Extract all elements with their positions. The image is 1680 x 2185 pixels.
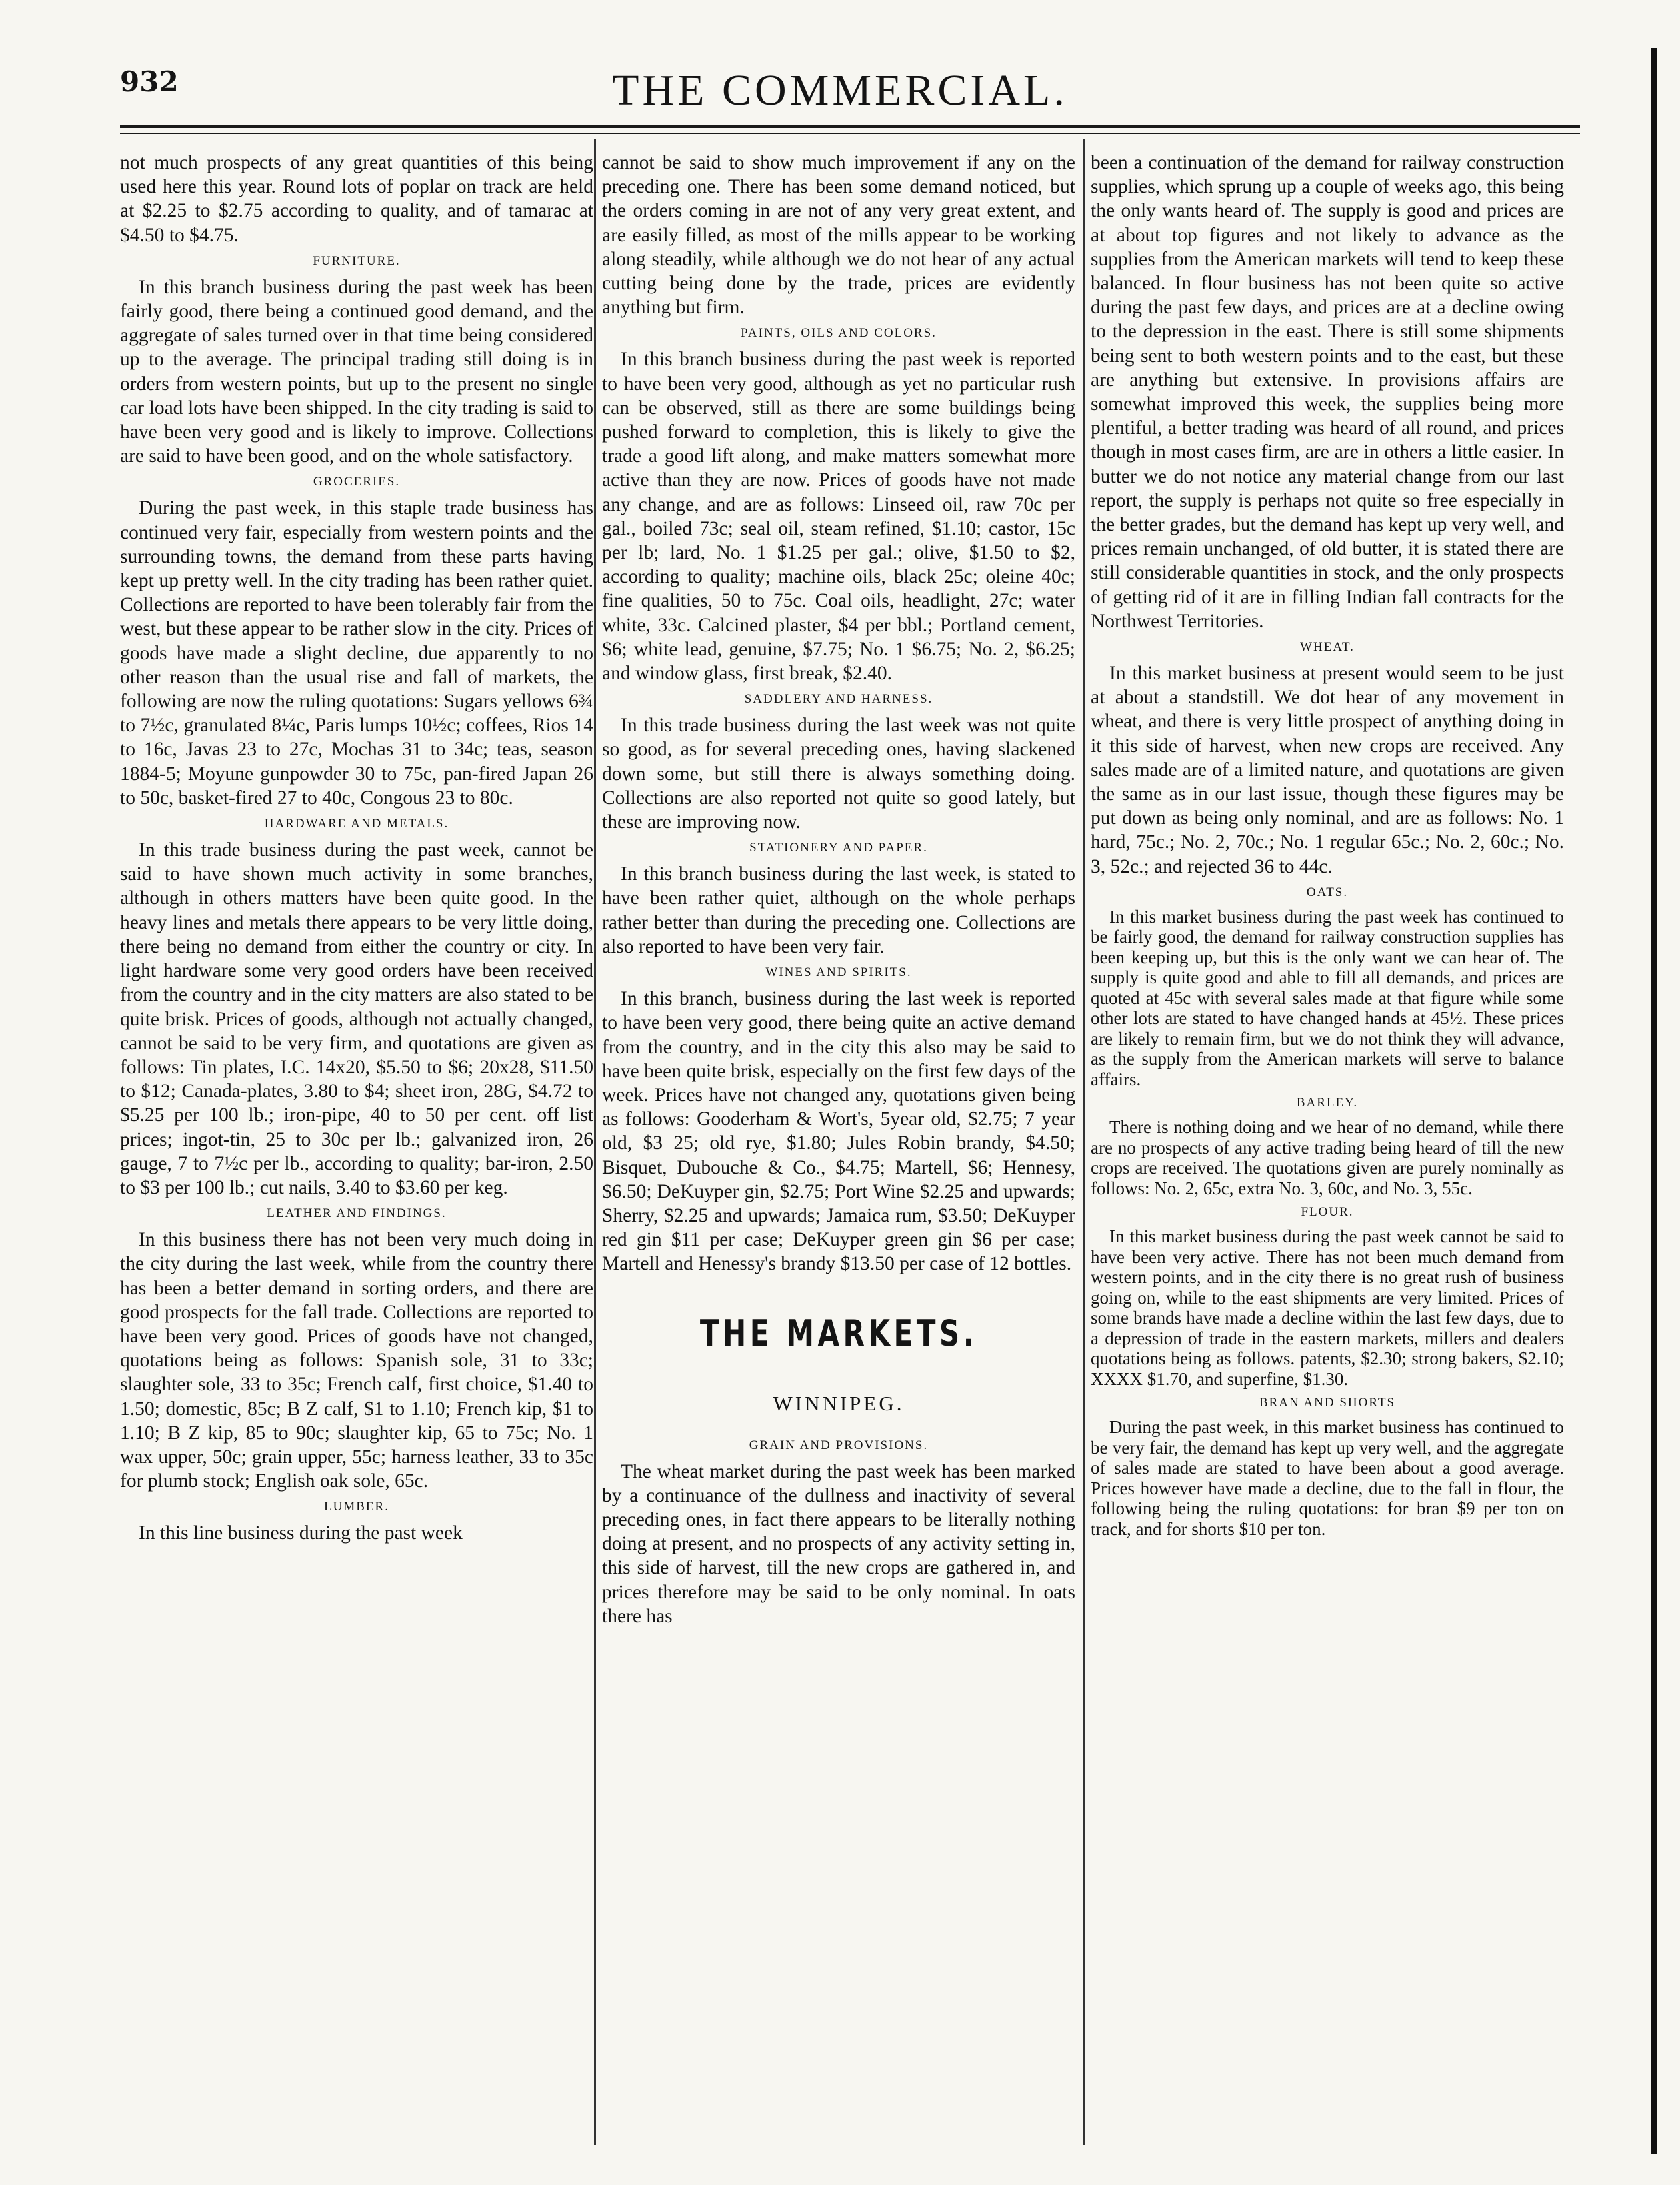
section-heading: BARLEY.	[1296, 1096, 1359, 1110]
article-paragraph: During the past week, in this staple trade business has continued very fair, especially from western points and the surrounding towns, the demand from these parts having kept up pretty well. In the city trading has been rather quiet. Collections are reported to have been tolerably fair from the west, but these appear to be rather slow in the city. Prices of goods have made a slight decline, due apparently to no other reason than the usual rise and fall of markets, the following are now the ruling quotations: Sugars yellows 6¾ to 7½c, granulated 8¼c, Paris lumps 10½c; coffees, Rios 14 to 16c, Javas 23 to 27c, Mochas 31 to 34c; teas, season 1884-5; Moyune gunpowder 30 to 75c, pan-fired Japan 26 to 50c, basket-fired 27 to 40c, Congous 23 to 80c.	[120, 497, 593, 809]
article-paragraph: In this branch, business during the last week is reported to have been very good, there being quite an active demand from the country, and in the city this also may be said to have been quite brisk, especially on the first few days of the week. Prices have not changed any, quotations given being as follows: Gooderham & Wort's, 5year old, $2.75; 7 year old, $3 25; old rye, $1.80; Jules Robin brandy, $4.50; Bisquet, Dubouche & Co., $4.75; Martell, $6; Hennesy, $6.50; DeKuyper gin, $2.75; Port Wine $2.25 and upwards; Sherry, $2.25 and upwards; Jamaica rum, $3.50; DeKuyper red gin $11 per case; DeKuyper green gin $6 per case; Martell and Henessy's brandy $13.50 per case of 12 bottles.	[602, 988, 1075, 1275]
article-paragraph: During the past week, in this market business has continued to be very fair, the demand has kept up very well, and the aggregate of sales made are stated to have been about a good average. Prices however have made a decline, due to the fall in flour, the following being the ruling quotations: for bran $9 per ton on track, and for shorts $10 per ton.	[1091, 1417, 1564, 1539]
section-heading: PAINTS, OILS AND COLORS.	[741, 326, 937, 341]
section-heading: GRAIN AND PROVISIONS.	[749, 1438, 929, 1452]
article-paragraph: In this market business at present would seem to be just at about a standstill. We dot hear of any movement in wheat, and there is very little prospect of anything doing in it this side of harvest, when new crops are received. Any sales made are of a limited nature, and quotations are given the same as in our last issue, though these figures may be put down as being only nominal, and are as follows: No. 1 hard, 75c.; No. 2, 70c.; No. 1 regular 65c.; No. 2, 60c.; No. 3, 52c.; and rejected 36 to 44c.	[1091, 663, 1564, 877]
article-paragraph: In this market business during the past week has continued to be fairly good, the demand for railway construction supplies has been keeping up, but this is the only want we can hear of. The supply is quite good and able to fill all demands, and prices are quoted at 45c with several sales made at that figure while some other lots are stated to have changed hands at 45½. These prices are likely to remain firm, but we do not think they will advance, as the supply from the American markets will serve to balance affairs.	[1091, 906, 1564, 1089]
column-rule	[594, 139, 596, 2145]
header-rule	[120, 125, 1580, 134]
markets-heading: THE MARKETS.	[699, 1312, 978, 1354]
section-heading: FLOUR.	[1301, 1205, 1354, 1220]
article-paragraph: In this branch business during the past week has been fairly good, there being a continued good demand, and the aggregate of sales turned over in that time being considered up to the average. The principal trading still doing is in orders from western points, but up to the present no single car load lots have been shipped. In the city trading is said to have been very good and is likely to improve. Collections are said to have been good, and on the whole satisfactory.	[120, 276, 593, 467]
column-3	[1091, 151, 1564, 2124]
article-paragraph: In this market business during the past week cannot be said to have been very active. There has not been much demand from western points, and in the city there is no great rush of business going on, while to the east shipments are very limited. Prices of some brands have made a decline within the last few days, due to a depression of trade in the eastern markets, millers and dealers quotations being as follows. patents, $2.30; strong bakers, $2.10; XXXX $1.70, and superfine, $1.30.	[1091, 1226, 1564, 1389]
masthead-title: THE COMMERCIAL.	[612, 66, 1068, 115]
section-heading: WINES AND SPIRITS.	[765, 965, 912, 980]
page-edge-bar	[1651, 48, 1657, 2154]
section-heading: OATS.	[1306, 885, 1349, 899]
section-heading: BRAN AND SHORTS	[1259, 1396, 1396, 1410]
article-paragraph: In this business there has not been very much doing in the city during the last week, while from the country there has been a better demand in sorting orders, and there are good prospects for the fall trade. Collections are reported to have been very good. Prices of goods have not changed, quotations being as follows: Spanish sole, 31 to 33c; slaughter sole, 33 to 35c; French calf, first choice, $1.40 to 1.50; domestic, 85c; B Z calf, $1 to 1.10; French kip, $1 to 1.10; B Z kip, 85 to 90c; slaughter kip, 65 to 75c; No. 1 wax upper, 50c; grain upper, 55c; harness leather, 33 to 35c for plumb stock; English oak sole, 65c.	[120, 1229, 593, 1492]
city-heading: WINNIPEG.	[773, 1391, 905, 1415]
article-paragraph: There is nothing doing and we hear of no demand, while there are no prospects of any active trading being heard of till the new crops are received. The quotations given are purely nominally as follows: No. 2, 65c, extra No. 3, 60c, and No. 3, 55c.	[1091, 1117, 1564, 1198]
page-number: 932	[120, 65, 179, 98]
section-heading: STATIONERY AND PAPER.	[749, 841, 928, 855]
article-paragraph: The wheat market during the past week has been marked by a continuance of the dullness and inactivity of several preceding ones, in fact there appears to be literally nothing doing at present, and no prospects of any activity setting in, this side of harvest, till the new crops are gathered in, and prices therefore may be said to be only nominal. In oats there has	[602, 1460, 1075, 1627]
article-paragraph: In this trade business during the past week, cannot be said to have shown much activity in some branches, although in others matters have been quite good. In the heavy lines and metals there appears to be very little doing, there being no demand from either the country or city. In light hardware some very good orders have been received from the country and in the city matters are also stated to be quite brisk. Prices of goods, although not actually changed, cannot be said to be very firm, and quotations are given as follows: Tin plates, I.C. 14x20, $5.50 to $6; 20x28, $11.50 to $12; Canada-plates, 3.80 to $4; sheet iron, 28G, $4.72 to $5.25 per 100 lb.; iron-pipe, 40 to 50 per cent. off list prices; ingot-tin, 25 to 30c per lb.; galvanized iron, 26 gauge, 7 to 7½c per lb., according to quality; bar-iron, 2.50 to $3 per 100 lb.; cut nails, 3.40 to $3.60 per keg.	[120, 839, 593, 1198]
section-heading: LEATHER AND FINDINGS.	[267, 1206, 447, 1221]
article-paragraph: In this branch business during the past week is reported to have been very good, although as yet no particular rush can be observed, still as there are some buildings being pushed forward to completion, this is likely to give the trade a good lift along, and make matters somewhat more active than they are now. Prices of goods have not made any change, and are as follows: Linseed oil, raw 70c per gal., boiled 73c; seal oil, steam refined, $1.10; castor, 15c per lb; lard, No. 1 $1.25 per gal.; olive, $1.50 to $2, according to quality; machine oils, black 25c; oleine 40c; fine qualities, 50 to 75c. Coal oils, headlight, 27c; water white, 33c. Calcined plaster, $4 per bbl.; Portland cement, $6; white lead, genuine, $7.75; No. 1 $6.75; No. 2, $6.25; and window glass, first break, $2.40.	[602, 349, 1075, 685]
column-1	[120, 151, 593, 2124]
column-2	[602, 151, 1075, 2124]
article-paragraph: not much prospects of any great quantities of this being used here this year. Round lots of poplar on track are held at $2.25 to $2.75 according to quality, and of tamarac at $4.50 to $4.75.	[120, 152, 593, 246]
section-heading: SADDLERY AND HARNESS.	[744, 692, 933, 707]
article-paragraph: In this trade business during the last week was not quite so good, as for several preceding ones, having slackened down some, but still there is always something doing. Collections are also reported not quite so good lately, but these are improving now.	[602, 715, 1075, 833]
section-heading: WHEAT.	[1300, 640, 1355, 655]
article-paragraph: In this line business during the past week	[139, 1522, 463, 1544]
section-heading: FURNITURE.	[313, 253, 401, 268]
article-paragraph: In this branch business during the last week, is stated to have been rather quiet, although on the whole perhaps rather better than during the preceding one. Collections are also reported to have been very fair.	[602, 863, 1075, 957]
section-heading: GROCERIES.	[313, 475, 401, 489]
column-rule	[1083, 139, 1085, 2145]
article-paragraph: cannot be said to show much improvement if any on the preceding one. There has been some demand noticed, but the orders coming in are not of any very great extent, and are easily filled, as most of the mills appear to be working along steadily, while although we do not hear of any actual cutting being done by the trade, prices are evidently anything but firm.	[602, 152, 1075, 319]
section-heading: LUMBER.	[324, 1500, 389, 1514]
section-heading: HARDWARE AND METALS.	[264, 817, 449, 831]
article-paragraph: been a continuation of the demand for railway construction supplies, which sprung up a couple of weeks ago, this being the only wants heard of. The supply is good and prices are at about top figures and not likely to advance as the supplies from the American markets will tend to keep these balanced. In flour business has not been quite so active during the past few days, and prices are at a decline owing to the depression in the east. There is still some shipments being sent to both western points and to the east, but these are anything but extensive. In provisions affairs are somewhat improved this week, the supplies being more plentiful, a better trading was heard of all round, and prices though in most cases firm, are are in others a little easier. In butter we do not notice any material change from our last report, the supply is perhaps not quite so free especially in the better grades, but the demand has kept up very well, and prices remain unchanged, of old butter, it is stated there are still considerable quantities in stock, and the only prospects of getting rid of it are in filling Indian fall contracts for the Northwest Territories.	[1091, 152, 1564, 632]
